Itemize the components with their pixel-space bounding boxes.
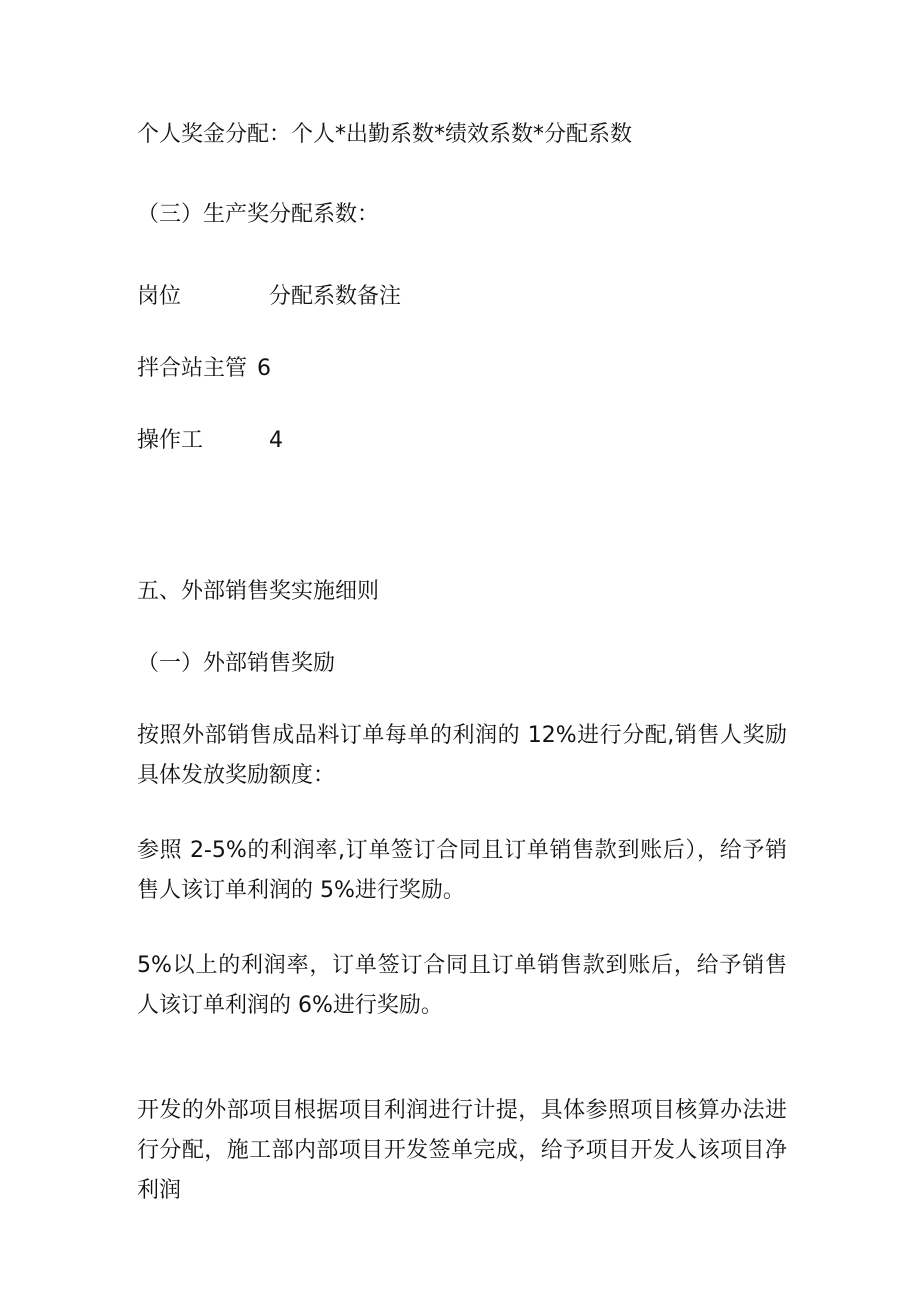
paragraph-external-project: 开发的外部项目根据项目利润进行计提，具体参照项目核算办法进行分配，施工部内部项目开发签单完成，给予项目开发人该项目净利润 <box>137 1098 787 1203</box>
table-row <box>137 421 283 461</box>
table-header-position: 岗位 <box>137 284 182 309</box>
subsection-1-heading: （一）外部销售奖励 <box>137 651 336 676</box>
table-cell-coef: 4 <box>269 428 283 453</box>
paragraph-sales-bonus: 按照外部销售成品料订单每单的利润的 12%进行分配,销售人奖励具体发放奖励额度： <box>137 723 787 788</box>
section-5-heading: 五、外部销售奖实施细则 <box>137 579 380 604</box>
table-cell-coef: 6 <box>257 356 271 381</box>
section-3-heading: （三）生产奖分配系数： <box>137 202 380 227</box>
table-cell-position: 拌合站主管 <box>137 356 248 381</box>
table-cell-position: 操作工 <box>137 428 204 453</box>
paragraph-2-5-percent: 参照 2-5%的利润率,订单签订合同且订单销售款到账后），给予销售人该订单利润的 5%进行奖励。 <box>137 838 787 903</box>
table-row <box>137 349 271 389</box>
bonus-formula-line: 个人奖金分配：个人*出勤系数*绩效系数*分配系数 <box>137 122 633 147</box>
table-header-coef-remark: 分配系数备注 <box>269 284 402 309</box>
table-header-row <box>137 277 401 317</box>
paragraph-above-5-percent: 5%以上的利润率，订单签订合同且订单销售款到账后，给予销售人该订单利润的 6%进行奖励。 <box>137 953 787 1018</box>
